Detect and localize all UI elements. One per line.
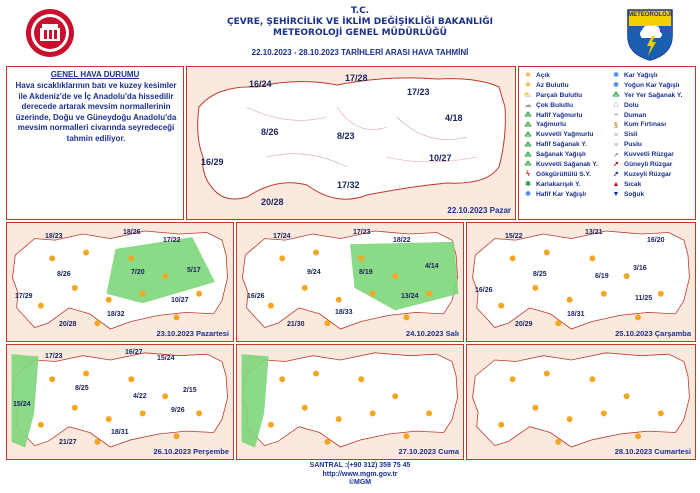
map-label-day-4: 26.10.2023 Perşembe bbox=[153, 447, 229, 456]
legend-column-right bbox=[611, 71, 682, 200]
sun-icon bbox=[510, 255, 516, 261]
temp-label: 8/25 bbox=[75, 385, 89, 392]
sun-icon bbox=[279, 255, 285, 261]
temp-label: 8/25 bbox=[533, 271, 547, 278]
sun-icon bbox=[94, 439, 100, 445]
sun-icon bbox=[106, 297, 112, 303]
legend-label: Kum Fırtınası bbox=[624, 121, 667, 129]
legend-item bbox=[611, 170, 682, 180]
sun-icon bbox=[510, 376, 516, 382]
sun-icon bbox=[313, 250, 319, 256]
temp-label: 5/17 bbox=[187, 267, 201, 274]
snow-icon: ✱ bbox=[613, 72, 619, 80]
temp-label: 8/26 bbox=[57, 271, 71, 278]
legend-item bbox=[611, 120, 682, 130]
strong-wind-icon: ➚ bbox=[613, 151, 619, 159]
temp-label: 16/20 bbox=[647, 237, 665, 244]
temp-label: 16/27 bbox=[125, 349, 143, 356]
temp-label: 11/25 bbox=[635, 295, 653, 302]
temp-label: 16/26 bbox=[475, 287, 493, 294]
sun-icon bbox=[324, 439, 330, 445]
sun-icon bbox=[324, 320, 330, 326]
legend-item bbox=[523, 140, 598, 150]
legend-column-left bbox=[523, 71, 598, 200]
general-weather-title: GENEL HAVA DURUMU bbox=[50, 70, 140, 79]
legend-label: Kuvvetli Sağanak Y. bbox=[536, 161, 598, 169]
legend-label: Hafif Kar Yağışlı bbox=[536, 190, 587, 198]
sun-icon bbox=[196, 410, 202, 416]
sun-icon bbox=[140, 410, 146, 416]
legend-label: Sağanak Yağışlı bbox=[536, 151, 586, 159]
temp-label: 15/24 bbox=[13, 401, 31, 408]
sun-icon bbox=[392, 273, 398, 279]
sun-icon bbox=[162, 393, 168, 399]
temp-label: 17/22 bbox=[163, 237, 181, 244]
sun-icon bbox=[162, 273, 168, 279]
forecast-dates: 22.10.2023 - 28.10.2023 TARİHLERİ ARASI HAVA TAHMİNİ bbox=[251, 48, 469, 57]
legend-item bbox=[523, 130, 598, 140]
footer-copyright: ©MGM bbox=[348, 479, 372, 486]
temp-label: 8/26 bbox=[261, 127, 279, 137]
legend-label: Kuvvetli Rüzgar bbox=[624, 151, 674, 159]
temp-label: 2/15 bbox=[183, 387, 197, 394]
temp-label: 3/16 bbox=[633, 265, 647, 272]
legend-box bbox=[518, 66, 696, 220]
general-weather-box bbox=[6, 66, 184, 220]
general-weather-text: Hava sıcaklıklarının batı ve kuzey kesimler ile Akdeniz'de ve İç Anadolu'da hissedilir derecede artarak mevsim normallerinin üzerinde, Doğu ve Güneydoğu Anadolu'da mevsim normalleri civarında seyredeceği tahmin ediliyor. bbox=[15, 81, 177, 143]
temp-label: 21/27 bbox=[59, 439, 77, 446]
map-panel-day-1 bbox=[6, 222, 234, 342]
legend-item bbox=[611, 71, 682, 81]
sun-icon bbox=[658, 291, 664, 297]
sun-icon bbox=[624, 393, 630, 399]
sun-icon bbox=[336, 416, 342, 422]
map-label-day-0: 22.10.2023 Pazar bbox=[447, 206, 511, 215]
sun-icon bbox=[567, 297, 573, 303]
legend-item bbox=[611, 150, 682, 160]
legend-label: Yer Yer Sağanak Y. bbox=[624, 91, 683, 99]
legend-item bbox=[523, 160, 598, 170]
map-panel-day-0 bbox=[186, 66, 516, 220]
temp-label: 18/26 bbox=[123, 229, 141, 236]
temp-label: 17/23 bbox=[353, 229, 371, 236]
temp-label: 8/23 bbox=[337, 131, 355, 141]
shower-icon: ⁂ bbox=[524, 151, 532, 159]
legend-label: Dolu bbox=[624, 101, 639, 109]
temp-label: 20/28 bbox=[59, 321, 77, 328]
sun-icon bbox=[544, 371, 550, 377]
legend-item bbox=[611, 130, 682, 140]
sun-icon bbox=[498, 422, 504, 428]
temp-label: 7/20 bbox=[131, 269, 145, 276]
legend-item bbox=[611, 91, 682, 101]
temp-label: 17/23 bbox=[45, 353, 63, 360]
sun-icon bbox=[544, 250, 550, 256]
sun-icon bbox=[94, 320, 100, 326]
rain-icon: ⁂ bbox=[524, 121, 532, 129]
temp-label: 6/19 bbox=[595, 273, 609, 280]
legend-label: Hafif Yağmurlu bbox=[536, 111, 583, 119]
sun-icon bbox=[302, 405, 308, 411]
hot-icon: ▲ bbox=[612, 181, 620, 189]
sandstorm-icon: § bbox=[614, 121, 618, 129]
map-panel-day-3 bbox=[466, 222, 696, 342]
sun-icon bbox=[279, 376, 285, 382]
temp-label: 18/31 bbox=[567, 311, 585, 318]
footer-phone: SANTRAL :(+90 312) 359 75 45 bbox=[309, 462, 411, 469]
sun-icon bbox=[358, 255, 364, 261]
sun-icon bbox=[83, 371, 89, 377]
header-line1: T.C. bbox=[350, 6, 370, 16]
sun-icon bbox=[658, 410, 664, 416]
legend-label: Sıcak bbox=[624, 180, 642, 188]
legend-item bbox=[611, 111, 682, 121]
sun-icon bbox=[567, 416, 573, 422]
sun-icon bbox=[404, 314, 410, 320]
legend-item bbox=[523, 81, 598, 91]
legend-label: Gökgürültülü S.Y. bbox=[536, 170, 591, 178]
legend-item bbox=[611, 190, 682, 200]
legend-label: Az Bulutlu bbox=[536, 81, 569, 89]
legend-item bbox=[523, 150, 598, 160]
temp-label: 10/27 bbox=[171, 297, 189, 304]
light-snow-icon: ✱ bbox=[525, 191, 531, 199]
temp-label: 17/24 bbox=[273, 233, 291, 240]
sleet-icon: ✱ bbox=[525, 181, 531, 189]
sun-cloud-icon: ☀ bbox=[524, 82, 532, 90]
cold-icon: ▼ bbox=[612, 191, 620, 199]
sun-icon bbox=[426, 291, 432, 297]
sun-icon bbox=[313, 371, 319, 377]
map-panel-day-4 bbox=[6, 344, 234, 460]
temp-label: 15/22 bbox=[505, 233, 523, 240]
partly-cloudy-icon: ⛅ bbox=[523, 92, 533, 100]
temp-label: 17/28 bbox=[345, 73, 368, 83]
sun-icon bbox=[38, 422, 44, 428]
turkey-map bbox=[243, 353, 458, 447]
temp-label: 17/29 bbox=[15, 293, 33, 300]
temp-label: 21/30 bbox=[287, 321, 305, 328]
temp-label: 20/29 bbox=[515, 321, 533, 328]
legend-item bbox=[523, 180, 598, 190]
legend-item bbox=[523, 91, 598, 101]
sun-icon bbox=[498, 303, 504, 309]
map-label-day-6: 28.10.2023 Cumartesi bbox=[614, 447, 691, 456]
sun-icon bbox=[555, 439, 561, 445]
legend-label: Parçalı Bulutlu bbox=[536, 91, 583, 99]
sun-icon bbox=[358, 376, 364, 382]
legend-label: Soğuk bbox=[624, 190, 645, 198]
legend-label: Güneyli Rüzgar bbox=[624, 161, 673, 169]
map-label-day-2: 24.10.2023 Salı bbox=[406, 329, 459, 338]
sun-icon bbox=[532, 405, 538, 411]
sun-icon bbox=[268, 422, 274, 428]
temp-label: 15/24 bbox=[157, 355, 175, 362]
sun-icon bbox=[302, 285, 308, 291]
sun-icon bbox=[268, 303, 274, 309]
sun-icon bbox=[426, 410, 432, 416]
sun-icon bbox=[140, 291, 146, 297]
legend-label: Puslu bbox=[624, 141, 642, 149]
sun-icon bbox=[370, 291, 376, 297]
temp-label: 13/21 bbox=[585, 229, 603, 236]
sun-icon bbox=[532, 285, 538, 291]
temp-label: 4/14 bbox=[425, 263, 439, 270]
temp-label: 16/29 bbox=[201, 157, 224, 167]
temp-label: 10/27 bbox=[429, 153, 452, 163]
scattered-shower-icon: ⁂ bbox=[612, 92, 620, 100]
legend-label: Hafif Sağanak Y. bbox=[536, 141, 587, 149]
sun-icon bbox=[83, 250, 89, 256]
temp-label: 16/24 bbox=[249, 79, 272, 89]
legend-item bbox=[611, 101, 682, 111]
sun-icon bbox=[392, 393, 398, 399]
legend-label: Yağmurlu bbox=[536, 121, 567, 129]
light-shower-icon: ⁂ bbox=[524, 141, 532, 149]
sun-icon bbox=[128, 255, 134, 261]
north-wind-icon: ➚ bbox=[613, 171, 619, 179]
sun-icon bbox=[72, 285, 78, 291]
sun-icon bbox=[49, 376, 55, 382]
sun-icon bbox=[601, 291, 607, 297]
heavy-rain-icon: ⁂ bbox=[524, 131, 532, 139]
sun-icon bbox=[106, 416, 112, 422]
sun-icon bbox=[196, 291, 202, 297]
temp-label: 13/24 bbox=[401, 293, 419, 300]
cloud-icon: ☁ bbox=[524, 102, 532, 110]
sun-icon bbox=[370, 410, 376, 416]
legend-item bbox=[611, 180, 682, 190]
map-label-day-5: 27.10.2023 Cuma bbox=[398, 447, 459, 456]
ministry-logo bbox=[25, 8, 75, 58]
legend-label: Kuvvetli Yağmurlu bbox=[536, 131, 594, 139]
footer-website-link[interactable]: http://www.mgm.gov.tr bbox=[322, 470, 398, 478]
sun-icon bbox=[555, 320, 561, 326]
temp-label: 20/28 bbox=[261, 197, 284, 207]
legend-item bbox=[523, 71, 598, 81]
temp-label: 9/26 bbox=[171, 407, 185, 414]
temp-label: 18/22 bbox=[393, 237, 411, 244]
temp-label: 17/23 bbox=[407, 87, 430, 97]
legend-item bbox=[611, 81, 682, 91]
sun-icon bbox=[49, 255, 55, 261]
temp-label: 18/32 bbox=[107, 311, 125, 318]
temp-label: 4/18 bbox=[445, 113, 463, 123]
sun-icon bbox=[404, 433, 410, 439]
hail-icon: ∴ bbox=[613, 102, 619, 110]
sun-icon: ☀ bbox=[524, 72, 532, 80]
footer bbox=[200, 462, 520, 488]
light-rain-icon: ⁂ bbox=[524, 112, 532, 119]
legend-label: Sisli bbox=[624, 131, 638, 139]
turkey-map bbox=[473, 353, 690, 447]
temp-label: 9/24 bbox=[307, 269, 321, 276]
sun-icon bbox=[635, 433, 641, 439]
meteorology-logo-text: METEOROLOJİ bbox=[628, 12, 672, 18]
heavy-snow-icon: ✱ bbox=[613, 82, 619, 90]
sun-icon bbox=[336, 297, 342, 303]
legend-label: Kar Yağışlı bbox=[624, 72, 658, 79]
sun-icon bbox=[589, 255, 595, 261]
heavy-shower-icon: ⁂ bbox=[524, 161, 532, 169]
sun-icon bbox=[174, 314, 180, 320]
header-line3: METEOROLOJİ GENEL MÜDÜRLÜĞÜ bbox=[273, 28, 447, 38]
legend-item bbox=[611, 160, 682, 170]
temp-label: 4/22 bbox=[133, 393, 147, 400]
legend-label: Kuzeyli Rüzgar bbox=[624, 170, 672, 178]
mist-icon: ≡ bbox=[613, 141, 619, 149]
sun-icon bbox=[589, 376, 595, 382]
header-line2: ÇEVRE, ŞEHİRCİLİK VE İKLİM DEĞİŞİKLİĞİ BAKANLIĞI bbox=[227, 17, 493, 27]
south-wind-icon: ➚ bbox=[613, 161, 619, 169]
legend-item bbox=[523, 101, 598, 111]
legend-label: Çok Bulutlu bbox=[536, 101, 573, 109]
fog-icon: ≡ bbox=[613, 131, 619, 139]
map-panel-day-2 bbox=[236, 222, 464, 342]
map-label-day-1: 23.10.2023 Pazartesi bbox=[156, 329, 229, 338]
map-label-day-3: 25.10.2023 Çarşamba bbox=[615, 329, 691, 338]
legend-item bbox=[523, 190, 598, 200]
sun-icon bbox=[601, 410, 607, 416]
sun-icon bbox=[128, 376, 134, 382]
temp-label: 16/26 bbox=[247, 293, 265, 300]
temp-label: 18/23 bbox=[45, 233, 63, 240]
legend-label: Yoğun Kar Yağışlı bbox=[624, 81, 680, 89]
meteorology-logo bbox=[622, 6, 678, 62]
legend-label: Duman bbox=[624, 111, 647, 119]
legend-item bbox=[523, 170, 598, 180]
smoke-icon: ≡ bbox=[613, 112, 619, 119]
map-panel-day-6 bbox=[466, 344, 696, 460]
thunderstorm-icon: ϟ bbox=[526, 171, 530, 179]
legend-label: Açık bbox=[536, 72, 550, 79]
sun-icon bbox=[635, 314, 641, 320]
legend-item bbox=[523, 111, 598, 121]
legend-item bbox=[523, 120, 598, 130]
sun-icon bbox=[624, 273, 630, 279]
temp-label: 17/32 bbox=[337, 180, 360, 190]
sun-icon bbox=[38, 303, 44, 309]
legend-item bbox=[611, 140, 682, 150]
temp-label: 18/33 bbox=[335, 309, 353, 316]
sun-icon bbox=[72, 405, 78, 411]
sun-icon bbox=[174, 433, 180, 439]
map-panel-day-5 bbox=[236, 344, 464, 460]
legend-label: Karlakarışık Y. bbox=[536, 180, 581, 188]
temp-label: 8/19 bbox=[359, 269, 373, 276]
temp-label: 18/31 bbox=[111, 429, 129, 436]
